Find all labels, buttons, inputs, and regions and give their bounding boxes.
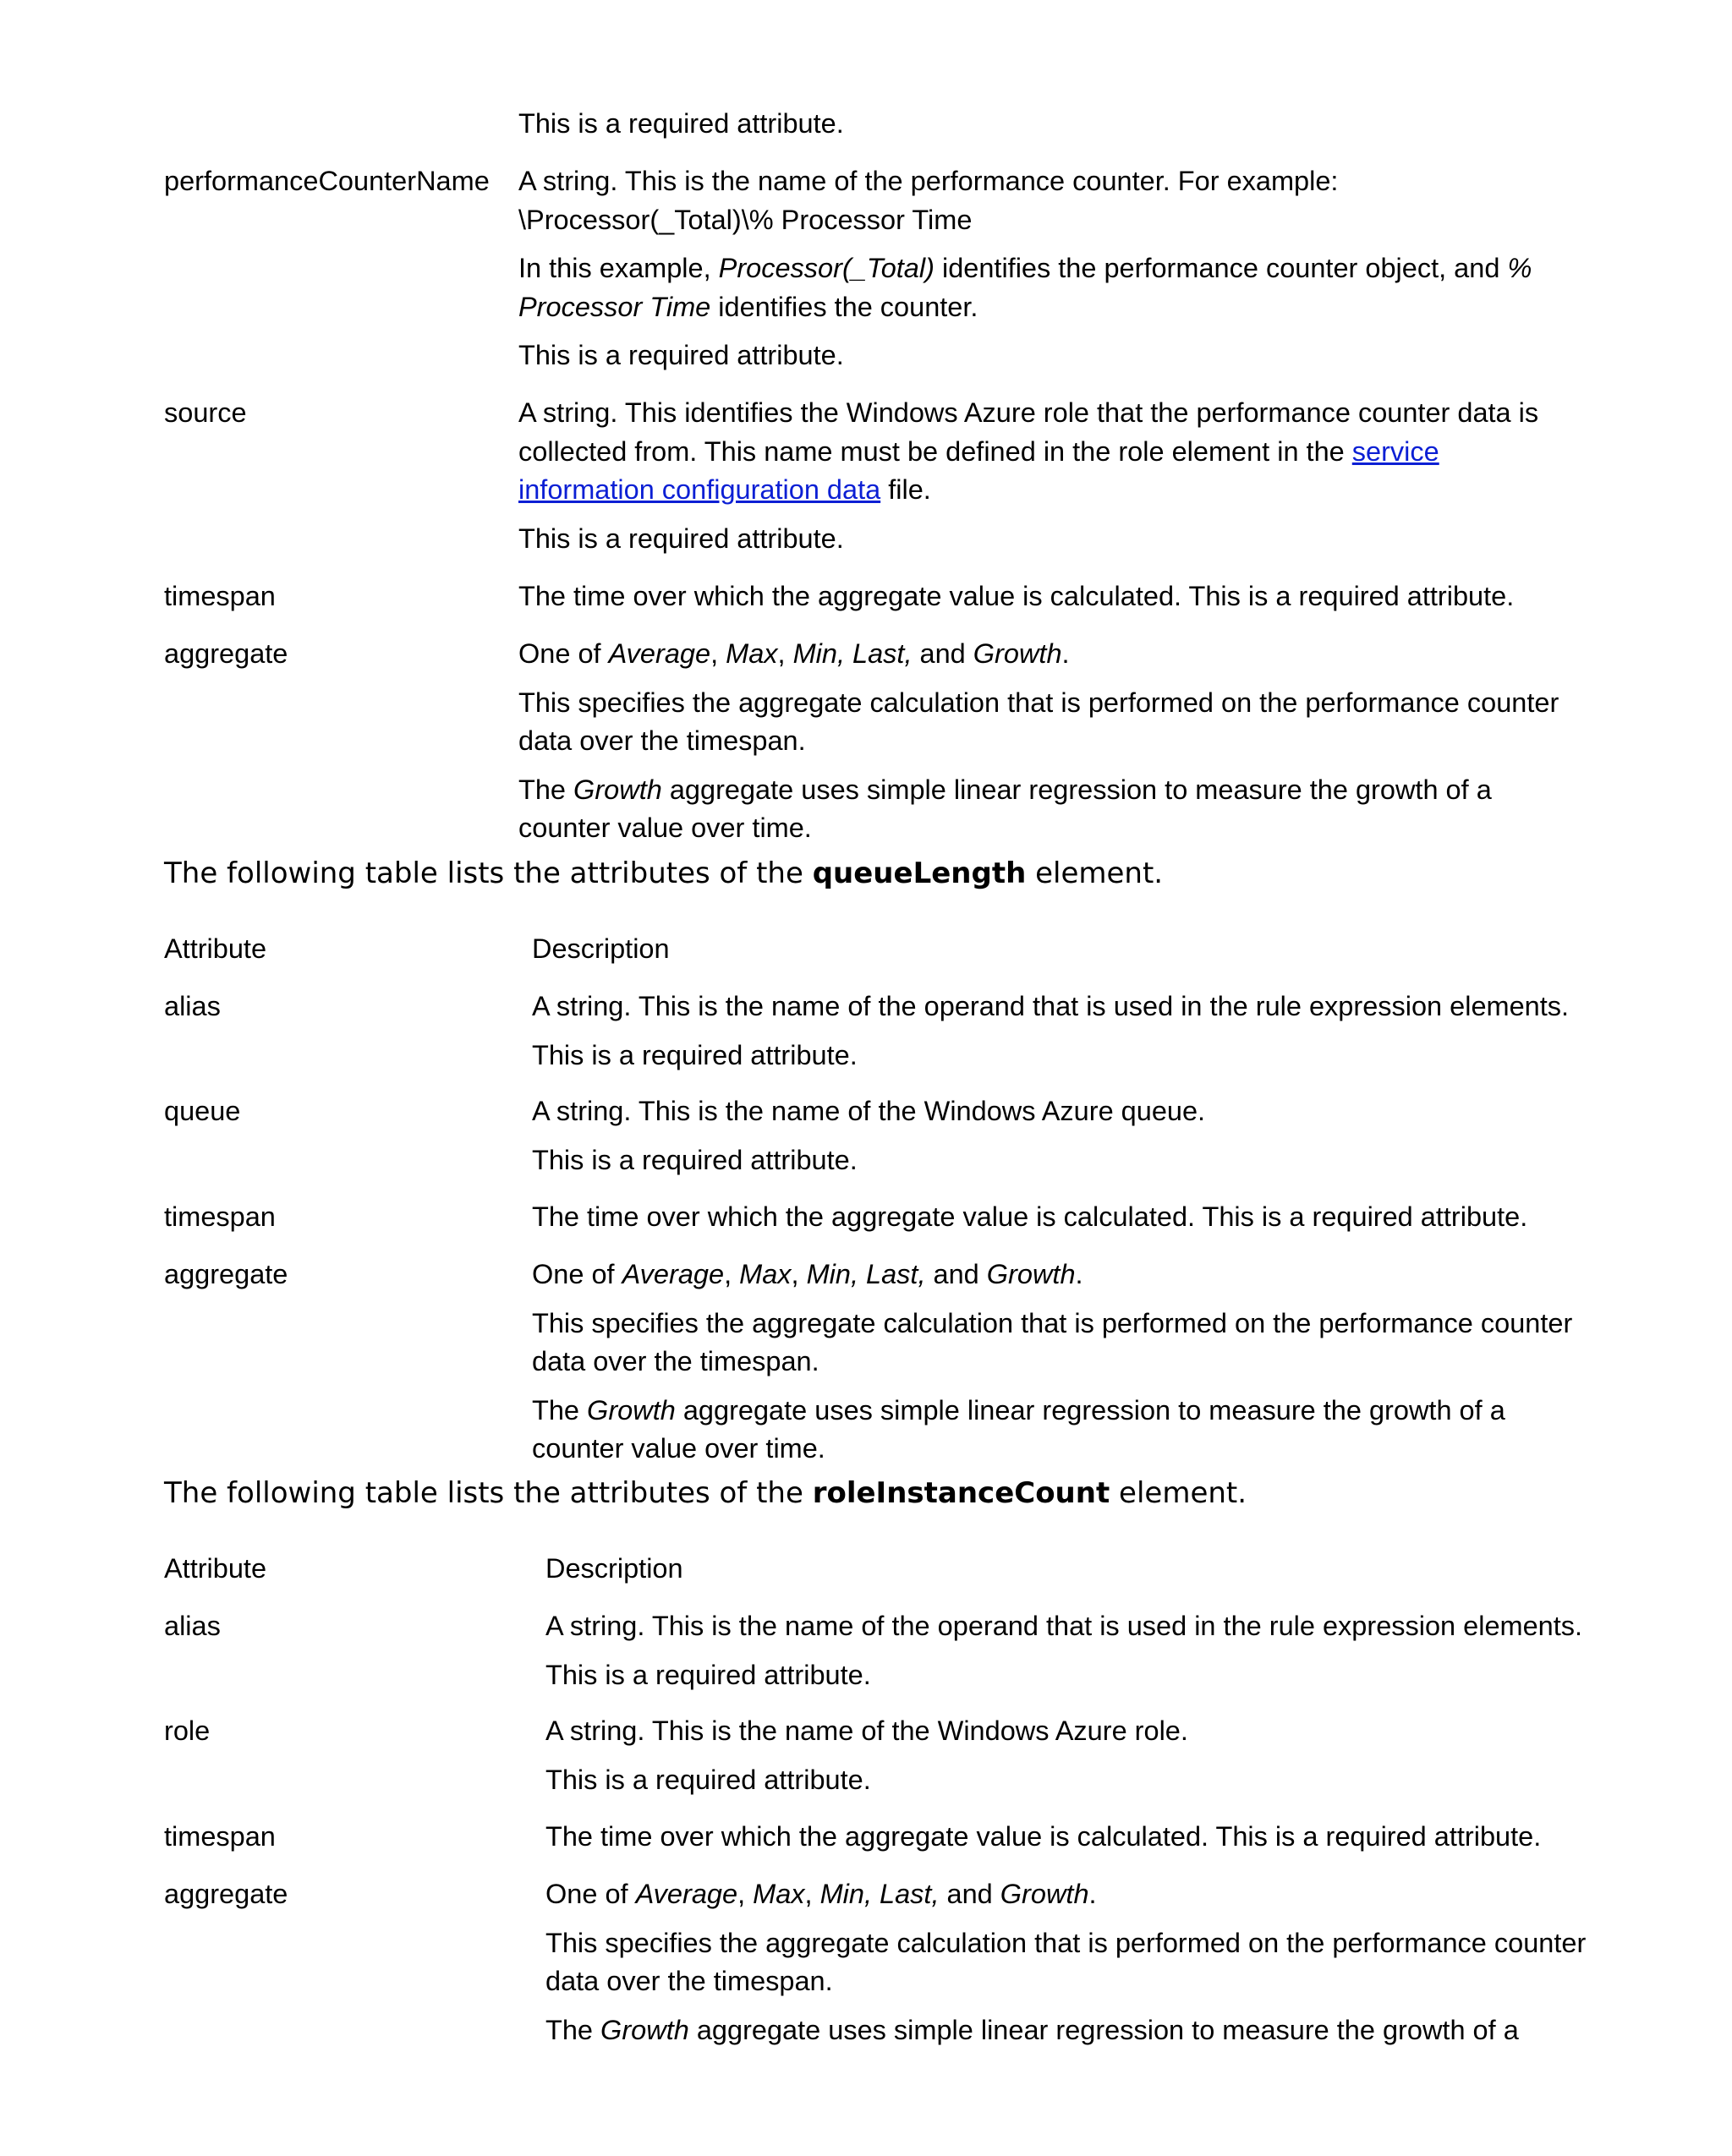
description-text: A string. This identifies the Windows Azure role that the performance counter data is collected from. This name must be defined in the role element in the service information configuration data file. — [518, 397, 1539, 505]
description-text: This is a required attribute. — [545, 1659, 871, 1690]
description-text: The Growth aggregate uses simple linear regression to measure the growth of a — [545, 2014, 1519, 2045]
attribute-name: aggregate — [164, 638, 288, 669]
table-intro-queuelength: The following table lists the attributes of the queueLength element. — [164, 856, 1164, 890]
description-cell — [518, 577, 1576, 627]
description-text: This is a required attribute. — [518, 340, 844, 370]
description-text: A string. This is the name of the performance counter. For example: \Processor(_Total)\% Processor Time — [518, 166, 1339, 235]
column-header-description: Description — [532, 933, 670, 964]
attribute-name: alias — [164, 1611, 221, 1641]
description-text: This is a required attribute. — [518, 108, 844, 139]
description-cell — [518, 162, 1576, 386]
table-intro-roleinstancecount: The following table lists the attributes of the roleInstanceCount element. — [164, 1476, 1247, 1510]
description-cell — [545, 1875, 1603, 2060]
description-text: One of Average, Max, Min, Last, and Growth. — [532, 1259, 1083, 1289]
attribute-name: timespan — [164, 1201, 276, 1232]
description-text: The time over which the aggregate value is calculated. This is a required attribute. — [532, 1201, 1528, 1232]
description-text: A string. This is the name of the operand that is used in the rule expression elements. — [532, 991, 1570, 1021]
description-text: This is a required attribute. — [518, 523, 844, 554]
description-cell — [545, 1607, 1603, 1705]
attribute-name: alias — [164, 991, 221, 1021]
description-cell — [545, 1712, 1603, 1809]
attribute-name: source — [164, 397, 247, 428]
description-text: This is a required attribute. — [532, 1039, 858, 1070]
description-cell — [532, 1092, 1589, 1190]
description-cell — [518, 635, 1576, 858]
description-text: This specifies the aggregate calculation that is performed on the performance counter data over the timespan. — [545, 1927, 1587, 1996]
description-text: This specifies the aggregate calculation that is performed on the performance counter data over the timespan. — [532, 1307, 1573, 1376]
description-text: In this example, Processor(_Total) identifies the performance counter object, and % Processor Time identifies the counter. — [518, 253, 1532, 322]
description-text: The Growth aggregate uses simple linear regression to measure the growth of a counter value over time. — [518, 774, 1492, 843]
description-cell — [532, 1256, 1589, 1479]
attribute-name: aggregate — [164, 1879, 288, 1909]
attribute-name: performanceCounterName — [164, 166, 490, 196]
description-text: This is a required attribute. — [545, 1764, 871, 1795]
description-text: A string. This is the name of the operand that is used in the rule expression elements. — [545, 1611, 1583, 1641]
attribute-name: queue — [164, 1096, 241, 1126]
description-cell — [518, 394, 1576, 568]
description-text: One of Average, Max, Min, Last, and Growth. — [518, 638, 1070, 669]
column-header-attribute: Attribute — [164, 933, 267, 964]
description-cell — [518, 105, 1576, 154]
column-header-attribute: Attribute — [164, 1553, 267, 1584]
attribute-name: aggregate — [164, 1259, 288, 1289]
description-text: A string. This is the name of the Windows Azure queue. — [532, 1096, 1206, 1126]
attribute-name: timespan — [164, 581, 276, 611]
description-cell — [545, 1818, 1603, 1867]
attribute-name: timespan — [164, 1821, 276, 1852]
column-header-description: Description — [545, 1553, 683, 1584]
description-text: This is a required attribute. — [532, 1144, 858, 1175]
description-cell — [532, 1198, 1589, 1247]
description-cell — [532, 988, 1589, 1085]
attribute-name: role — [164, 1715, 211, 1746]
description-text: The time over which the aggregate value is calculated. This is a required attribute. — [518, 581, 1515, 611]
description-text: A string. This is the name of the Windows Azure role. — [545, 1715, 1188, 1746]
description-text: The Growth aggregate uses simple linear regression to measure the growth of a counter value over time. — [532, 1394, 1505, 1464]
description-text: This specifies the aggregate calculation that is performed on the performance counter data over the timespan. — [518, 687, 1559, 756]
service-information-link[interactable]: service information configuration data — [518, 435, 1439, 505]
description-text: One of Average, Max, Min, Last, and Growth. — [545, 1879, 1097, 1909]
description-text: The time over which the aggregate value is calculated. This is a required attribute. — [545, 1821, 1542, 1852]
